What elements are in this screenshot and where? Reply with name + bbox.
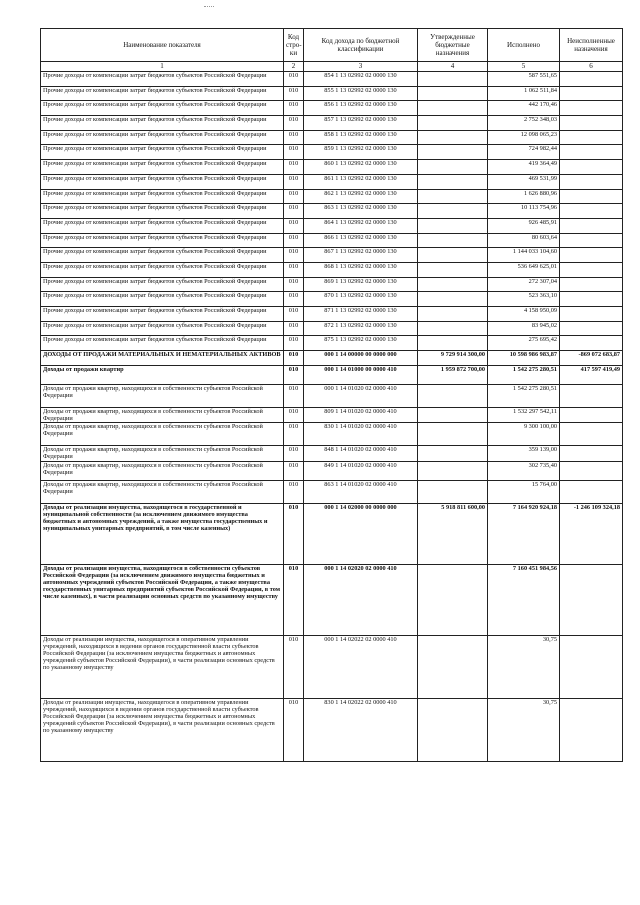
cell-budget-code: 861 1 13 02992 02 0000 130 — [304, 174, 418, 189]
cell-approved — [418, 130, 488, 145]
cell-unexecuted — [560, 174, 623, 189]
table-row — [41, 277, 623, 292]
cell-budget-code: 854 1 13 02992 02 0000 130 — [304, 72, 418, 87]
table-row — [41, 384, 623, 407]
table-row — [41, 189, 623, 204]
cell-indicator-name: Доходы от реализации имущества, находящегося в оперативном управлении учреждений, находящихся в ведении органов государственной власти субъектов Российской Федерации (за исключением имущества бюджетных и автономных учреждений субъектов Российской Федерации), в части реализации основных средств по указанному имуществу — [41, 635, 284, 698]
cell-unexecuted — [560, 384, 623, 407]
cell-executed: 536 649 625,01 — [488, 262, 560, 277]
cell-unexecuted — [560, 204, 623, 219]
table-row — [41, 480, 623, 503]
cell-executed: 30,75 — [488, 698, 560, 761]
cell-indicator-name: Прочие доходы от компенсации затрат бюджетов субъектов Российской Федерации — [41, 307, 284, 322]
cell-approved — [418, 248, 488, 263]
cell-line-code: 010 — [284, 130, 304, 145]
table-row — [41, 461, 623, 480]
cell-line-code: 010 — [284, 233, 304, 248]
cell-executed: 12 098 065,23 — [488, 130, 560, 145]
cell-line-code: 010 — [284, 145, 304, 160]
cell-unexecuted — [560, 262, 623, 277]
cell-unexecuted — [560, 130, 623, 145]
cell-unexecuted — [560, 145, 623, 160]
cell-unexecuted — [560, 423, 623, 446]
cell-approved — [418, 336, 488, 351]
cell-executed: 7 164 920 924,18 — [488, 503, 560, 564]
cell-budget-code: 863 1 13 02992 02 0000 130 — [304, 204, 418, 219]
column-number: 1 — [41, 62, 284, 72]
cell-line-code: 010 — [284, 564, 304, 635]
cell-budget-code: 857 1 13 02992 02 0000 130 — [304, 116, 418, 131]
cell-line-code: 010 — [284, 101, 304, 116]
table-row — [41, 218, 623, 233]
cell-budget-code: 855 1 13 02992 02 0000 130 — [304, 86, 418, 101]
cell-budget-code: 862 1 13 02992 02 0000 130 — [304, 189, 418, 204]
cell-budget-code: 000 1 14 01020 02 0000 410 — [304, 384, 418, 407]
cell-executed: 10 598 986 983,87 — [488, 351, 560, 366]
cell-line-code: 010 — [284, 446, 304, 461]
cell-approved — [418, 407, 488, 422]
cell-approved — [418, 101, 488, 116]
cell-budget-code: 848 1 14 01020 02 0000 410 — [304, 446, 418, 461]
cell-unexecuted — [560, 461, 623, 480]
cell-approved — [418, 292, 488, 307]
table-row — [41, 446, 623, 461]
cell-indicator-name: Прочие доходы от компенсации затрат бюджетов субъектов Российской Федерации — [41, 189, 284, 204]
cell-approved — [418, 564, 488, 635]
table-row — [41, 233, 623, 248]
cell-approved — [418, 116, 488, 131]
cell-line-code: 010 — [284, 248, 304, 263]
cell-indicator-name: ДОХОДЫ ОТ ПРОДАЖИ МАТЕРИАЛЬНЫХ И НЕМАТЕРИАЛЬНЫХ АКТИВОВ — [41, 351, 284, 366]
cell-indicator-name: Доходы от продажи квартир, находящихся в собственности субъектов Российской Федерации — [41, 446, 284, 461]
header-indicator-name: Наименование показателя — [41, 29, 284, 62]
table-row — [41, 635, 623, 698]
column-number-row — [41, 62, 623, 72]
column-number: 2 — [284, 62, 304, 72]
cell-unexecuted — [560, 72, 623, 87]
column-number: 5 — [488, 62, 560, 72]
cell-executed: 275 695,42 — [488, 336, 560, 351]
cell-unexecuted — [560, 635, 623, 698]
cell-approved — [418, 321, 488, 336]
cell-indicator-name: Доходы от продажи квартир, находящихся в собственности субъектов Российской Федерации — [41, 461, 284, 480]
cell-executed: 1 542 275 280,51 — [488, 384, 560, 407]
cell-budget-code: 000 1 14 01000 00 0000 410 — [304, 365, 418, 384]
cell-executed: 1 144 033 104,60 — [488, 248, 560, 263]
cell-budget-code: 870 1 13 02992 02 0000 130 — [304, 292, 418, 307]
header-executed: Исполнено — [488, 29, 560, 62]
cell-unexecuted — [560, 336, 623, 351]
cell-executed: 359 139,00 — [488, 446, 560, 461]
header-approved: Утвержденные бюджетные назначения — [418, 29, 488, 62]
cell-approved — [418, 233, 488, 248]
cell-budget-code: 875 1 13 02992 02 0000 130 — [304, 336, 418, 351]
cell-line-code: 010 — [284, 174, 304, 189]
cell-budget-code: 863 1 14 01020 02 0000 410 — [304, 480, 418, 503]
cell-indicator-name: Прочие доходы от компенсации затрат бюджетов субъектов Российской Федерации — [41, 101, 284, 116]
cell-unexecuted — [560, 277, 623, 292]
table-row — [41, 248, 623, 263]
cell-indicator-name: Прочие доходы от компенсации затрат бюджетов субъектов Российской Федерации — [41, 204, 284, 219]
cell-approved — [418, 160, 488, 175]
cell-budget-code: 859 1 13 02992 02 0000 130 — [304, 145, 418, 160]
cell-executed: 4 158 950,09 — [488, 307, 560, 322]
table-body — [41, 72, 623, 762]
cell-unexecuted — [560, 564, 623, 635]
cell-executed: 1 532 297 542,11 — [488, 407, 560, 422]
cell-line-code: 010 — [284, 72, 304, 87]
cell-unexecuted — [560, 101, 623, 116]
cell-line-code: 010 — [284, 321, 304, 336]
cell-unexecuted — [560, 407, 623, 422]
cell-indicator-name: Доходы от продажи квартир — [41, 365, 284, 384]
cell-line-code: 010 — [284, 423, 304, 446]
table-row — [41, 145, 623, 160]
table-row — [41, 160, 623, 175]
cell-approved — [418, 480, 488, 503]
table-row — [41, 72, 623, 87]
cell-executed: 419 364,49 — [488, 160, 560, 175]
cell-indicator-name: Прочие доходы от компенсации затрат бюджетов субъектов Российской Федерации — [41, 72, 284, 87]
budget-table — [40, 28, 623, 762]
cell-approved: 9 729 914 300,00 — [418, 351, 488, 366]
cell-indicator-name: Прочие доходы от компенсации затрат бюджетов субъектов Российской Федерации — [41, 218, 284, 233]
cell-budget-code: 830 1 14 01020 02 0000 410 — [304, 423, 418, 446]
cell-budget-code: 867 1 13 02992 02 0000 130 — [304, 248, 418, 263]
cell-line-code: 010 — [284, 262, 304, 277]
header-line-code: Код стро-ки — [284, 29, 304, 62]
cell-indicator-name: Прочие доходы от компенсации затрат бюджетов субъектов Российской Федерации — [41, 248, 284, 263]
cell-line-code: 010 — [284, 384, 304, 407]
cell-executed: 724 982,44 — [488, 145, 560, 160]
cell-indicator-name: Прочие доходы от компенсации затрат бюджетов субъектов Российской Федерации — [41, 292, 284, 307]
cell-budget-code: 871 1 13 02992 02 0000 130 — [304, 307, 418, 322]
cell-indicator-name: Прочие доходы от компенсации затрат бюджетов субъектов Российской Федерации — [41, 116, 284, 131]
cell-budget-code: 849 1 14 01020 02 0000 410 — [304, 461, 418, 480]
cell-budget-code: 872 1 13 02992 02 0000 130 — [304, 321, 418, 336]
cell-budget-code: 000 1 14 02020 02 0000 410 — [304, 564, 418, 635]
cell-budget-code: 866 1 13 02992 02 0000 130 — [304, 233, 418, 248]
cell-unexecuted — [560, 292, 623, 307]
cell-approved — [418, 461, 488, 480]
table-row — [41, 174, 623, 189]
cell-budget-code: 868 1 13 02992 02 0000 130 — [304, 262, 418, 277]
header-budget-code: Код дохода по бюджетной классификации — [304, 29, 418, 62]
cell-approved — [418, 277, 488, 292]
cell-executed: 1 542 275 280,51 — [488, 365, 560, 384]
cell-budget-code: 856 1 13 02992 02 0000 130 — [304, 101, 418, 116]
table-row — [41, 351, 623, 366]
cell-line-code: 010 — [284, 407, 304, 422]
cell-unexecuted — [560, 248, 623, 263]
table-row — [41, 423, 623, 446]
cell-indicator-name: Прочие доходы от компенсации затрат бюджетов субъектов Российской Федерации — [41, 86, 284, 101]
cell-executed: 469 531,99 — [488, 174, 560, 189]
cell-line-code: 010 — [284, 116, 304, 131]
table-row — [41, 130, 623, 145]
cell-unexecuted — [560, 160, 623, 175]
report-page — [40, 28, 622, 762]
cell-approved: 5 918 811 600,00 — [418, 503, 488, 564]
cell-unexecuted — [560, 218, 623, 233]
cell-unexecuted: -1 246 109 324,18 — [560, 503, 623, 564]
cell-line-code: 010 — [284, 461, 304, 480]
cell-budget-code: 858 1 13 02992 02 0000 130 — [304, 130, 418, 145]
cell-executed: 1 062 511,84 — [488, 86, 560, 101]
cell-approved — [418, 384, 488, 407]
cell-line-code: 010 — [284, 204, 304, 219]
cell-approved — [418, 446, 488, 461]
cell-executed: 80 603,64 — [488, 233, 560, 248]
cell-budget-code: 869 1 13 02992 02 0000 130 — [304, 277, 418, 292]
cell-executed: 9 300 100,00 — [488, 423, 560, 446]
table-row — [41, 262, 623, 277]
cell-executed: 7 160 451 984,56 — [488, 564, 560, 635]
cell-unexecuted — [560, 698, 623, 761]
cell-executed: 30,75 — [488, 635, 560, 698]
cell-indicator-name: Доходы от реализации имущества, находящегося в оперативном управлении учреждений, находящихся в ведении органов государственной власти субъектов Российской Федерации (за исключением имущества бюджетных и автономных учреждений субъектов Российской Федерации), в части реализации основных средств по указанному имуществу — [41, 698, 284, 761]
cell-executed: 302 735,40 — [488, 461, 560, 480]
cell-approved — [418, 698, 488, 761]
cell-unexecuted — [560, 189, 623, 204]
cell-approved — [418, 174, 488, 189]
cell-line-code: 010 — [284, 351, 304, 366]
cell-unexecuted — [560, 233, 623, 248]
cell-approved — [418, 262, 488, 277]
cell-indicator-name: Прочие доходы от компенсации затрат бюджетов субъектов Российской Федерации — [41, 174, 284, 189]
cell-executed: 926 485,91 — [488, 218, 560, 233]
cell-budget-code: 809 1 14 01020 02 0000 410 — [304, 407, 418, 422]
cell-line-code: 010 — [284, 698, 304, 761]
cell-unexecuted — [560, 480, 623, 503]
cell-line-code: 010 — [284, 160, 304, 175]
cell-approved — [418, 145, 488, 160]
cell-approved — [418, 218, 488, 233]
cell-approved — [418, 635, 488, 698]
scan-mark — [204, 6, 214, 7]
cell-executed: 2 752 348,03 — [488, 116, 560, 131]
cell-line-code: 010 — [284, 336, 304, 351]
cell-executed: 523 363,10 — [488, 292, 560, 307]
cell-line-code: 010 — [284, 189, 304, 204]
table-row — [41, 307, 623, 322]
cell-approved: 1 959 872 700,00 — [418, 365, 488, 384]
table-row — [41, 407, 623, 422]
table-row — [41, 204, 623, 219]
cell-executed: 15 764,00 — [488, 480, 560, 503]
cell-approved — [418, 307, 488, 322]
cell-approved — [418, 189, 488, 204]
cell-budget-code: 864 1 13 02992 02 0000 130 — [304, 218, 418, 233]
cell-approved — [418, 86, 488, 101]
table-row — [41, 101, 623, 116]
cell-line-code: 010 — [284, 292, 304, 307]
cell-approved — [418, 204, 488, 219]
cell-budget-code: 860 1 13 02992 02 0000 130 — [304, 160, 418, 175]
cell-indicator-name: Прочие доходы от компенсации затрат бюджетов субъектов Российской Федерации — [41, 321, 284, 336]
cell-indicator-name: Доходы от продажи квартир, находящихся в собственности субъектов Российской Федерации — [41, 423, 284, 446]
cell-line-code: 010 — [284, 86, 304, 101]
cell-line-code: 010 — [284, 503, 304, 564]
cell-indicator-name: Доходы от реализации имущества, находящегося в собственности субъектов Российской Федерации (за исключением движимого имущества бюджетных и автономных учреждений субъектов Российской Федерации, а также имущества государственных унитарных предприятий субъектов Российской Федерации, в том числе казенных), в части реализации основных средств по указанному имуществу — [41, 564, 284, 635]
cell-indicator-name: Прочие доходы от компенсации затрат бюджетов субъектов Российской Федерации — [41, 160, 284, 175]
cell-line-code: 010 — [284, 277, 304, 292]
cell-budget-code: 830 1 14 02022 02 0000 410 — [304, 698, 418, 761]
cell-executed: 83 945,02 — [488, 321, 560, 336]
cell-approved — [418, 72, 488, 87]
cell-indicator-name: Прочие доходы от компенсации затрат бюджетов субъектов Российской Федерации — [41, 277, 284, 292]
table-row — [41, 698, 623, 761]
cell-unexecuted — [560, 86, 623, 101]
cell-indicator-name: Прочие доходы от компенсации затрат бюджетов субъектов Российской Федерации — [41, 145, 284, 160]
cell-line-code: 010 — [284, 218, 304, 233]
cell-executed: 442 170,46 — [488, 101, 560, 116]
table-row — [41, 564, 623, 635]
column-number: 4 — [418, 62, 488, 72]
cell-budget-code: 000 1 14 02022 02 0000 410 — [304, 635, 418, 698]
cell-executed: 587 551,65 — [488, 72, 560, 87]
table-row — [41, 336, 623, 351]
header-unexecuted: Неисполненные назначения — [560, 29, 623, 62]
cell-indicator-name: Прочие доходы от компенсации затрат бюджетов субъектов Российской Федерации — [41, 262, 284, 277]
table-row — [41, 365, 623, 384]
cell-executed: 10 113 754,96 — [488, 204, 560, 219]
cell-indicator-name: Прочие доходы от компенсации затрат бюджетов субъектов Российской Федерации — [41, 130, 284, 145]
table-row — [41, 116, 623, 131]
cell-approved — [418, 423, 488, 446]
header-row — [41, 29, 623, 62]
cell-indicator-name: Прочие доходы от компенсации затрат бюджетов субъектов Российской Федерации — [41, 233, 284, 248]
cell-indicator-name: Доходы от продажи квартир, находящихся в собственности субъектов Российской Федерации — [41, 407, 284, 422]
table-row — [41, 86, 623, 101]
cell-budget-code: 000 1 14 02000 00 0000 000 — [304, 503, 418, 564]
table-row — [41, 321, 623, 336]
cell-unexecuted: 417 597 419,49 — [560, 365, 623, 384]
cell-executed: 272 307,04 — [488, 277, 560, 292]
cell-line-code: 010 — [284, 480, 304, 503]
cell-budget-code: 000 1 14 00000 00 0000 000 — [304, 351, 418, 366]
cell-unexecuted: -869 072 683,87 — [560, 351, 623, 366]
cell-executed: 1 626 880,96 — [488, 189, 560, 204]
cell-unexecuted — [560, 116, 623, 131]
cell-line-code: 010 — [284, 365, 304, 384]
table-row — [41, 503, 623, 564]
cell-indicator-name: Доходы от реализации имущества, находящегося в государственной и муниципальной собственности (за исключением движимого имущества бюджетных и автономных учреждений, а также имущества государственных и муниципальных унитарных предприятий, в том числе казенных) — [41, 503, 284, 564]
cell-line-code: 010 — [284, 307, 304, 322]
cell-indicator-name: Доходы от продажи квартир, находящихся в собственности субъектов Российской Федерации — [41, 384, 284, 407]
cell-indicator-name: Доходы от продажи квартир, находящихся в собственности субъектов Российской Федерации — [41, 480, 284, 503]
cell-line-code: 010 — [284, 635, 304, 698]
cell-unexecuted — [560, 446, 623, 461]
table-row — [41, 292, 623, 307]
cell-unexecuted — [560, 307, 623, 322]
cell-indicator-name: Прочие доходы от компенсации затрат бюджетов субъектов Российской Федерации — [41, 336, 284, 351]
column-number: 6 — [560, 62, 623, 72]
column-number: 3 — [304, 62, 418, 72]
cell-unexecuted — [560, 321, 623, 336]
